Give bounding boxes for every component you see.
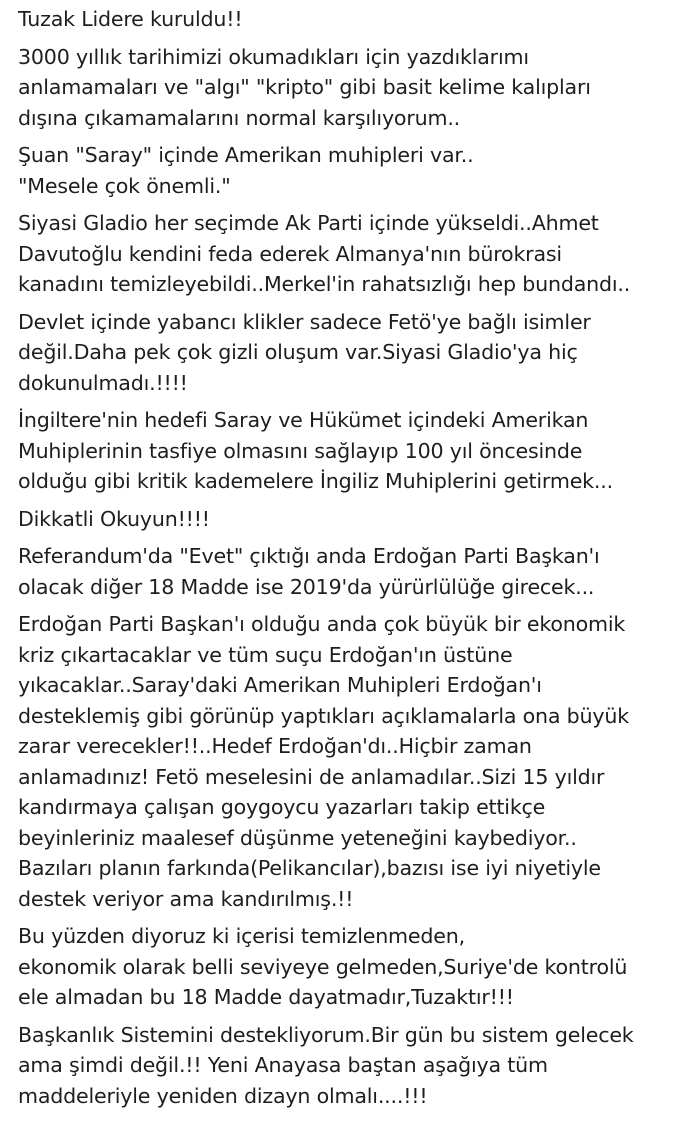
post-line: maddeleriyle yeniden dizayn olmalı....!!! [18,1083,428,1108]
post-paragraph-1 [18,0,682,35]
post-line: Dikkatli Okuyun!!!! [18,506,210,531]
post-line: olacak diğer 18 Madde ise 2019'da yürürlülüğe girecek... [18,574,595,599]
post-line: zarar verecekler!!..Hedef Erdoğan'dı..Hiçbir zaman [18,734,532,758]
post-line: kandırmaya çalışan goygoycu yazarları takip ettikçe [18,795,546,819]
post-line: ama şimdi değil.!! Yeni Anayasa baştan aşağıya tüm [18,1053,548,1077]
post-line: dokunulmadı.!!!! [18,370,188,395]
post-line: ekonomik olarak belli seviyeye gelmeden,Suriye'de kontrolü [18,954,628,979]
post-line: Başkanlık Sistemini destekliyorum.Bir gün bu sistem gelecek [18,1022,634,1047]
post-line: Bazıları planın farkında(Pelikancılar),bazısı ise iyi niyetiyle [18,856,601,880]
post-paragraph-6 [18,405,682,497]
post-paragraph-10 [18,921,682,1013]
post-line: Bu yüzden diyoruz ki içerisi temizlenmeden, [18,924,465,948]
post-line: ele almadan bu 18 Madde dayatmadır,Tuzaktır!!! [18,985,514,1009]
post-line: Davutoğlu kendini feda ederek Almanya'nın bürokrasi [18,241,562,266]
post-line: "Mesele çok önemli." [18,173,231,198]
post-line: Şuan "Saray" içinde Amerikan muhipleri var.. [18,143,474,167]
post-paragraph-2 [18,42,682,134]
post-line: 3000 yıllık tarihimizi okumadıkları için yazdıklarımı [18,44,529,69]
post-line: Siyasi Gladio her seçimde Ak Parti içinde yükseldi..Ahmet [18,211,599,235]
post-line: beyinleriniz maalesef düşünme yeteneğini kaybediyor.. [18,825,577,850]
post-line: destek veriyor ama kandırılmış.!! [18,886,354,911]
post-paragraph-11 [18,1020,682,1112]
post-paragraph-8 [18,541,682,602]
post-line: Devlet içinde yabancı klikler sadece Fetö'ye bağlı isimler [18,309,591,334]
post-paragraph-3 [18,140,682,201]
post-line: Tuzak Lidere kuruldu!! [18,7,243,31]
post-line: anlamadınız! Fetö meselesini de anlamadılar..Sizi 15 yıldır [18,764,605,789]
post-line: değil.Daha pek çok gizli oluşum var.Siyasi Gladio'ya hiç [18,340,578,364]
post-line: İngiltere'nin hedefi Saray ve Hükümet içindeki Amerikan [18,408,589,432]
post-line: Erdoğan Parti Başkan'ı olduğu anda çok büyük bir ekonomik [18,612,626,636]
post-paragraph-5 [18,307,682,399]
post-line: olduğu gibi kritik kademelere İngiliz Muhiplerini getirmek... [18,469,613,493]
post-line: anlamamaları ve "algı" "kripto" gibi basit kelime kalıpları [18,75,591,99]
post-paragraph-9 [18,609,682,914]
post-line: dışına çıkamamalarını normal karşılıyorum.. [18,105,461,130]
post-line: Referandum'da "Evet" çıktığı anda Erdoğan Parti Başkan'ı [18,544,600,568]
post-line: desteklemiş gibi görünüp yaptıkları açıklamalarla ona büyük [18,703,629,728]
post-paragraph-4 [18,208,682,300]
post-line: Muhiplerinin tasfiye olmasını sağlayıp 100 yıl öncesinde [18,438,583,463]
post-line: kanadını temizleyebildi..Merkel'in rahatsızlığı hep bundandı.. [18,272,631,296]
post-line: kriz çıkartacaklar ve tüm suçu Erdoğan'ın üstüne [18,642,513,667]
post-body [18,0,682,1118]
post-line: yıkacaklar..Saray'daki Amerikan Muhipleri Erdoğan'ı [18,673,542,697]
post-paragraph-7 [18,504,682,535]
